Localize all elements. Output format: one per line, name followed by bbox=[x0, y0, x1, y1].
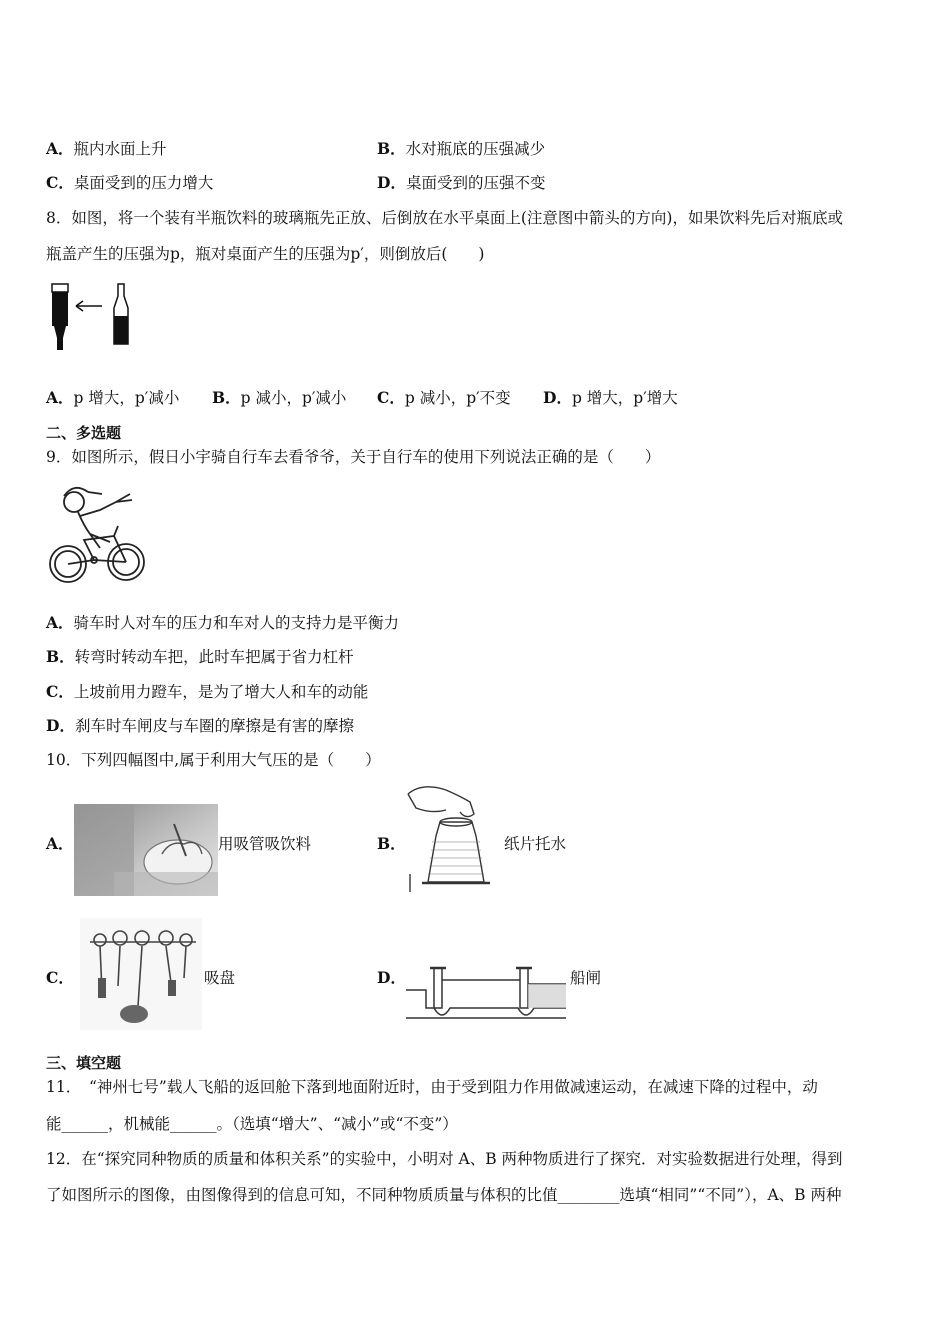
inverted-bottle-neck bbox=[54, 326, 66, 350]
q10-option-b-figure bbox=[402, 782, 498, 894]
section-fill-blank-title: 三、填空题 bbox=[46, 1054, 122, 1072]
gate-left bbox=[434, 968, 442, 1008]
q8-bottles-figure bbox=[44, 280, 144, 355]
q9-stem: 9．如图所示，假日小宇骑自行车去看爷爷，关于自行车的使用下列说法正确的是（ ） bbox=[46, 448, 661, 466]
q10-option-a-photo bbox=[74, 804, 218, 896]
section-multiple-choice-title: 二、多选题 bbox=[46, 424, 122, 442]
q10-option-b-label: 纸片托水 bbox=[504, 835, 567, 853]
cup bbox=[428, 822, 484, 882]
q11-stem-line2: 能______，机械能______。（选填“增大”、“减小”或“不变”） bbox=[46, 1115, 458, 1133]
q8-option-b: B．p 减小，p′减小 bbox=[212, 388, 347, 407]
q10-option-d-figure bbox=[406, 960, 566, 1026]
q10-option-d-label: 船闸 bbox=[570, 969, 602, 987]
q10-option-c-key: C． bbox=[46, 968, 74, 987]
gate-right bbox=[520, 968, 528, 1008]
q8-stem-line1: 8．如图，将一个装有半瓶饮料的玻璃瓶先正放、后倒放在水平桌面上(注意图中箭头的方向)，如果饮料先后对瓶底或 bbox=[46, 209, 843, 227]
q8-stem-line2: 瓶盖产生的压强为p，瓶对桌面产生的压强为p′，则倒放后( ) bbox=[46, 245, 485, 263]
q10-option-a-label: 用吸管吸饮料 bbox=[218, 835, 312, 853]
q10-option-c-figure bbox=[80, 918, 202, 1030]
q9-cyclist-figure bbox=[44, 474, 150, 586]
hand bbox=[408, 787, 474, 817]
q10-stem: 10．下列四幅图中,属于利用大气压的是（ ） bbox=[46, 751, 381, 769]
ladle bbox=[120, 1005, 148, 1023]
q10-option-a-key: A． bbox=[46, 834, 74, 853]
q7-option-d: D．桌面受到的压强不变 bbox=[377, 173, 546, 192]
q8-option-c: C．p 减小，p′不变 bbox=[377, 388, 511, 407]
q7-option-a: A．瓶内水面上升 bbox=[46, 139, 167, 158]
q8-option-d: D．p 增大，p′增大 bbox=[543, 388, 678, 407]
q10-option-b-key: B． bbox=[377, 834, 406, 853]
q10-option-c-label: 吸盘 bbox=[204, 969, 236, 987]
q7-option-b: B．水对瓶底的压强减少 bbox=[377, 139, 546, 158]
q9-option-b: B．转弯时转动车把，此时车把属于省力杠杆 bbox=[46, 647, 354, 666]
q7-option-c: C．桌面受到的压力增大 bbox=[46, 173, 214, 192]
q9-option-d: D．刹车时车闸皮与车圈的摩擦是有害的摩擦 bbox=[46, 716, 354, 735]
q10-option-d-key: D． bbox=[377, 968, 406, 987]
q12-stem-line1: 12．在“探究同种物质的质量和体积关系”的实验中，小明对 A、B 两种物质进行了探究．对实验数据进行处理，得到 bbox=[46, 1150, 843, 1168]
q9-option-c: C．上坡前用力蹬车，是为了增大人和车的动能 bbox=[46, 682, 369, 701]
q12-stem-line2: 了如图所示的图像，由图像得到的信息可知，不同种物质质量与体积的比值________选填“相同”“不同”），A、B 两种 bbox=[46, 1186, 842, 1204]
q9-option-a: A．骑车时人对车的压力和车对人的支持力是平衡力 bbox=[46, 613, 400, 632]
rider-head bbox=[64, 492, 84, 512]
q11-stem-line1: 11． “神州七号”载人飞船的返回舱下落到地面附近时，由于受到阻力作用做减速运动，在减速下降的过程中，动 bbox=[46, 1078, 818, 1096]
q8-option-a: A．p 增大，p′减小 bbox=[46, 388, 180, 407]
